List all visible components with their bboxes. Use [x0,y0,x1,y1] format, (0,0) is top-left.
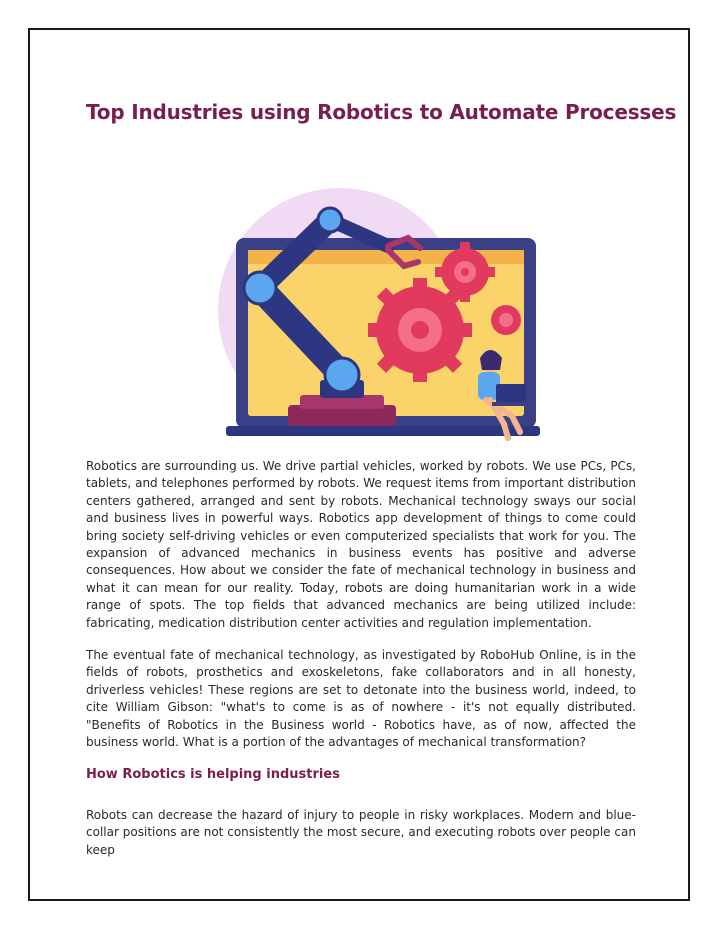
document-page [28,28,690,901]
paragraph-safety: Robots can decrease the hazard of injury to people in risky workplaces. Modern and blue-collar positions are not consistently the most secure, and executing robots over people can keep [86,808,636,857]
ground-line [226,426,540,436]
paragraph-intro: Robotics are surrounding us. We drive partial vehicles, worked by robots. We use PCs, PCs, tablets, and telephones performed by robots. We request items from important distribution centers gathered, arranged and sent by robots. Mechanical technology sways our social and business lives in powerful ways. Robotics app development of things to come could bring society self-driving vehicles or even computerized specialists that work for you. The expansion of advanced mechanics in business events has positive and adverse consequences. How about we consider the fate of mechanical technology in business and what it can mean for our reality. Today, robots are doing humanitarian work in a wide range of spots. The top fields that advanced mechanics are being utilized include: fabricating, medication distribution center activities and regulation implementation. [86,459,636,630]
laptop-icon [492,384,530,406]
paragraph-future: The eventual fate of mechanical technology, as investigated by RoboHub Online, is in the fields of robots, prosthetics and exoskeletons, fake collaborators and in all honesty, driverless vehicles! These regions are set to detonate into the business world, indeed, to cite William Gibson: "what's to come is as of nowhere - it's not equally distributed. "Benefits of Robotics in the Business world - Robotics have, as of now, affected the business world. What is a portion of the advantages of mechanical transformation? [86,648,636,750]
robotics-illustration [190,170,550,460]
page-title: Top Industries using Robotics to Automate Processes [86,100,677,124]
section-heading: How Robotics is helping industries [86,767,340,782]
tiny-gear-icon [491,305,521,335]
